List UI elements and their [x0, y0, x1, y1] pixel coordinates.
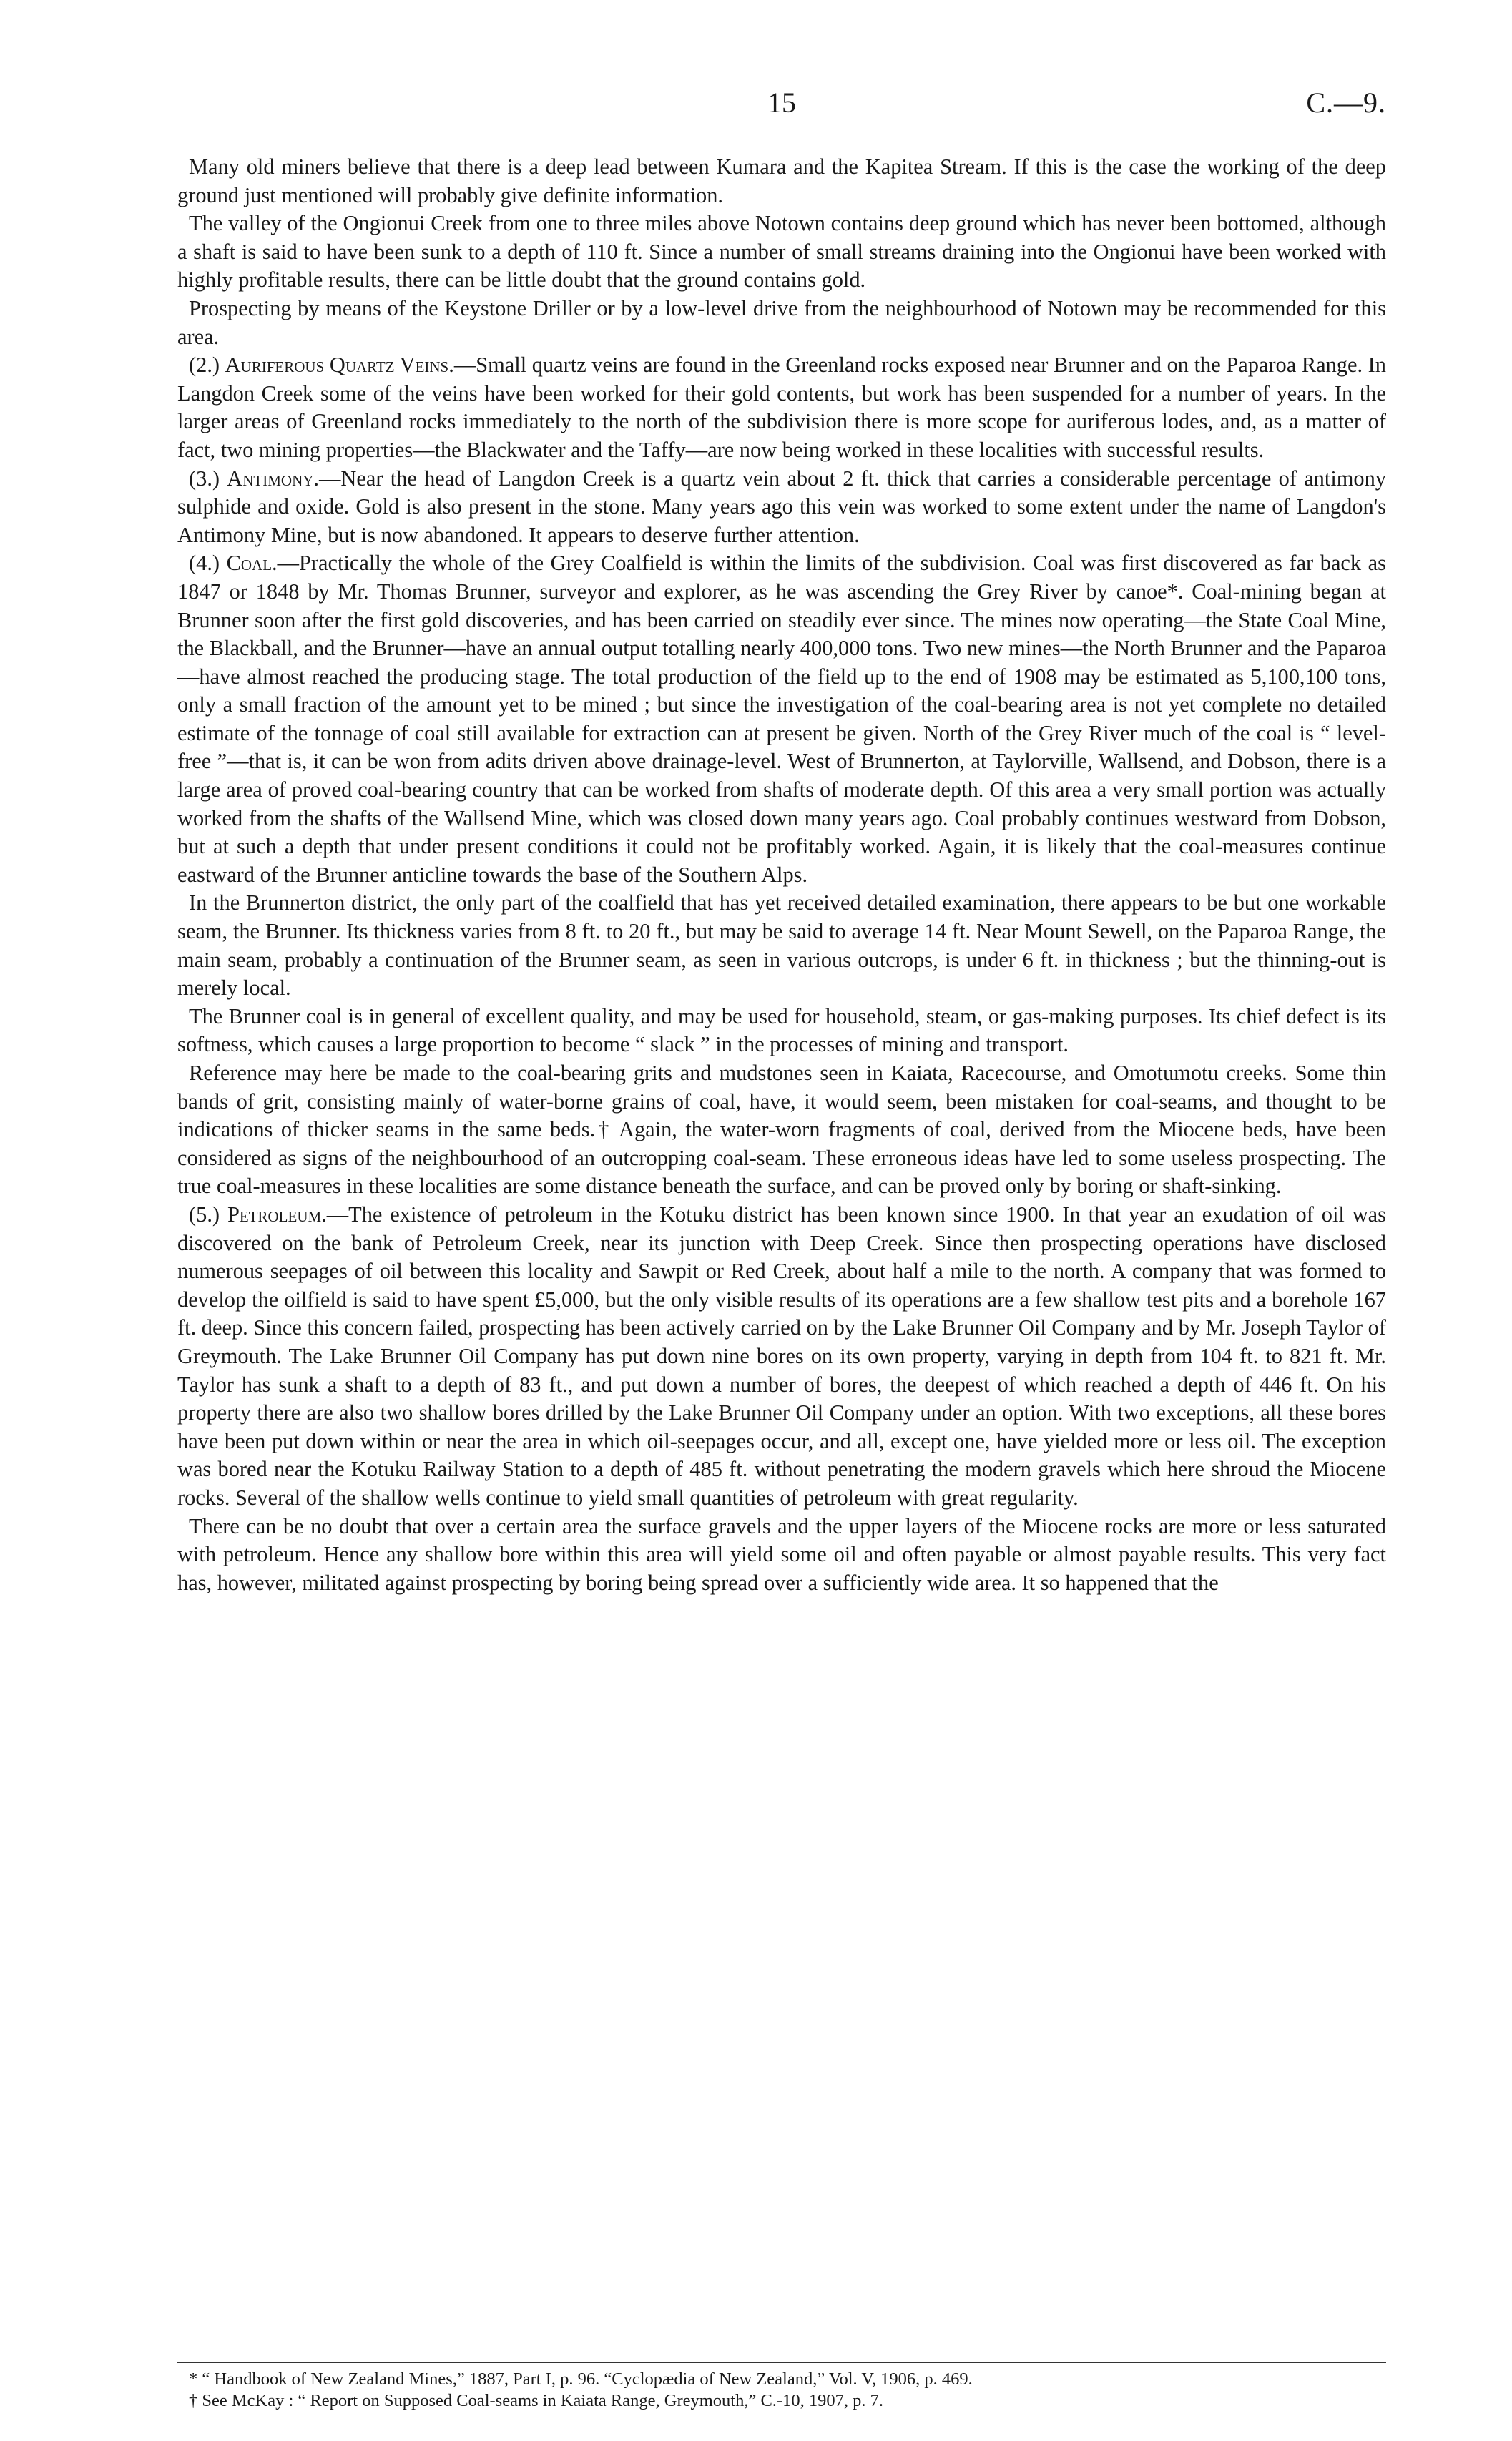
section-number: (3.) — [189, 466, 227, 491]
paragraph-prospecting: Prospecting by means of the Keystone Driller or by a low-level drive from the neighbourhood of Notown may be recommended for this area. — [177, 295, 1386, 349]
paragraph-surface-gravels: There can be no doubt that over a certain area the surface gravels and the upper layers of the Miocene rocks are more or less saturated with petroleum. Hence any shallow bore within this area will yield some oil and often payable or almost payable results. This very fact has, however, militated against prospecting by boring being spread over a sufficiently wide area. It so happened that the — [177, 1513, 1386, 1595]
footnote-dagger: † See McKay : “ Report on Supposed Coal-seams in Kaiata Range, Greymouth,” C.-10, 1907, p. 7. — [189, 2391, 883, 2410]
section-heading: Auriferous Quartz Veins. — [225, 353, 454, 378]
report-code: C.—9. — [1306, 87, 1386, 119]
paragraph-coal: (4.) Coal.—Practically the whole of the Grey Coalfield is within the limits of the subdivision. Coal was first discovered as far back as 1847 or 1848 by Mr. Thomas Brunner, surveyor and explorer, as he was ascending the Grey River by canoe*. Coal-mining began at Brunner soon after the first gold discoveries, and has been carried on steadily ever since. The mines now operating—the State Coal Mine, the Blackball, and the Brunner—have an annual output totalling nearly 400,000 tons. Two new mines—the North Brunner and the Paparoa—have almost reached the producing stage. The total production of the field up to the end of 1908 may be estimated as 5,100,100 tons, only a small fraction of the amount yet to be mined ; but since the investigation of the coal-bearing area is not yet complete no detailed estimate of the tonnage of coal still available for extraction can at present be given. North of the Grey River much of the coal is “ level-free ”—that is, it can be won from adits driven above drainage-level. West of Brunnerton, at Taylorville, Wallsend, and Dobson, there is a large area of proved coal-bearing country that can be worked from shafts of moderate depth. Of this area a very small portion was actually worked from the shafts of the Wallsend Mine, which was closed down many years ago. Coal probably continues westward from Dobson, but at such a depth that under present conditions it could not be profitably worked. Again, it is likely that the coal-measures continue eastward of the Brunner anticline towards the base of the Southern Alps. — [177, 551, 1386, 887]
paragraph-brunnerton-district: In the Brunnerton district, the only part of the coalfield that has yet received detailed examination, there appears to be but one workable seam, the Brunner. Its thickness varies from 8 ft. to 20 ft., but may be said to average 14 ft. Near Mount Sewell, on the Paparoa Range, the main seam, probably a continuation of the Brunner seam, as seen in various outcrops, is under 6 ft. in thickness ; but the thinning-out is merely local. — [177, 890, 1386, 1001]
paragraph-auriferous-quartz-veins: (2.) Auriferous Quartz Veins.—Small quartz veins are found in the Greenland rocks exposed near Brunner and on the Paparoa Range. In Langdon Creek some of the veins have been worked for their gold contents, but work has been suspended for a number of years. In the larger areas of Greenland rocks immediately to the north of the subdivision there is more scope for auriferous lodes, and, as a matter of fact, two mining properties—the Blackwater and the Taffy—are now being worked in these localities with successful results. — [177, 353, 1386, 462]
paragraph-petroleum: (5.) Petroleum.—The existence of petroleum in the Kotuku district has been known since 1900. In that year an exudation of oil was discovered on the bank of Petroleum Creek, near its junction with Deep Creek. Since then prospecting operations have disclosed numerous seepages of oil between this locality and Sawpit or Red Creek, about half a mile to the north. A company that was formed to develop the oilfield is said to have spent £5,000, but the only visible results of its operations are a few shallow test pits and a borehole 167 ft. deep. Since this concern failed, prospecting has been actively carried on by the Lake Brunner Oil Company and by Mr. Joseph Taylor of Greymouth. The Lake Brunner Oil Company has put down nine bores on its own property, varying in depth from 104 ft. to 821 ft. Mr. Taylor has sunk a shaft to a depth of 83 ft., and put down a number of bores, the deepest of which reached a depth of 446 ft. On his property there are also two shallow bores drilled by the Lake Brunner Oil Company under an option. With two exceptions, all these bores have been put down within or near the area in which oil-seepages occur, and all, except one, have yielded more or less oil. The exception was bored near the Kotuku Railway Station to a depth of 485 ft. without penetrating the modern gravels which here shroud the Miocene rocks. Several of the shallow wells continue to yield small quantities of petroleum with great regularity. — [177, 1202, 1386, 1510]
body-text — [177, 153, 1386, 1597]
section-number: (2.) — [189, 353, 225, 378]
page-header — [177, 86, 1386, 129]
section-heading: Coal. — [226, 551, 278, 576]
footnote-star: * “ Handbook of New Zealand Mines,” 1887, Part I, p. 96. “Cyclopædia of New Zealand,” Vol. V, 1906, p. 469. — [189, 2369, 973, 2389]
document-page — [177, 86, 1386, 1597]
paragraph-brunner-coal: The Brunner coal is in general of excellent quality, and may be used for household, steam, or gas-making purposes. Its chief defect is its softness, which causes a large proportion to become “ slack ” in the processes of mining and transport. — [177, 1003, 1386, 1057]
section-heading: Antimony. — [227, 466, 319, 491]
section-number: (4.) — [189, 551, 227, 576]
paragraph-deep-lead: Many old miners believe that there is a deep lead between Kumara and the Kapitea Stream. If this is the case the working of the deep ground just mentioned will probably give definite information. — [177, 154, 1386, 207]
paragraph-ongionui-creek: The valley of the Ongionui Creek from one to three miles above Notown contains deep ground which has never been bottomed, although a shaft is said to have been sunk to a depth of 110 ft. Since a number of small streams draining into the Ongionui have been worked with highly profitable results, there can be little doubt that the ground contains gold. — [177, 211, 1386, 293]
section-number: (5.) — [189, 1202, 227, 1227]
paragraph-antimony: (3.) Antimony.—Near the head of Langdon Creek is a quartz vein about 2 ft. thick that carries a considerable percentage of antimony sulphide and oxide. Gold is also present in the stone. Many years ago this vein was worked to some extent under the name of Langdon's Antimony Mine, but is now abandoned. It appears to deserve further attention. — [177, 466, 1386, 547]
section-heading: Petroleum. — [227, 1202, 327, 1227]
paragraph-coal-bearing-grits: Reference may here be made to the coal-bearing grits and mudstones seen in Kaiata, Racecourse, and Omotumotu creeks. Some thin bands of grit, consisting mainly of water-borne grains of coal, have, it would seem, been mistaken for coal-seams, and thought to be indications of thicker seams in the same beds.† Again, the water-worn fragments of coal, derived from the Miocene beds, have been considered as signs of the neighbourhood of an outcropping coal-seam. These erroneous ideas have led to some useless prospecting. The true coal-measures in these localities are some distance beneath the surface, and can be proved only by boring or shaft-sinking. — [177, 1061, 1386, 1199]
footnotes — [177, 2362, 1386, 2412]
page-number: 15 — [767, 87, 796, 119]
